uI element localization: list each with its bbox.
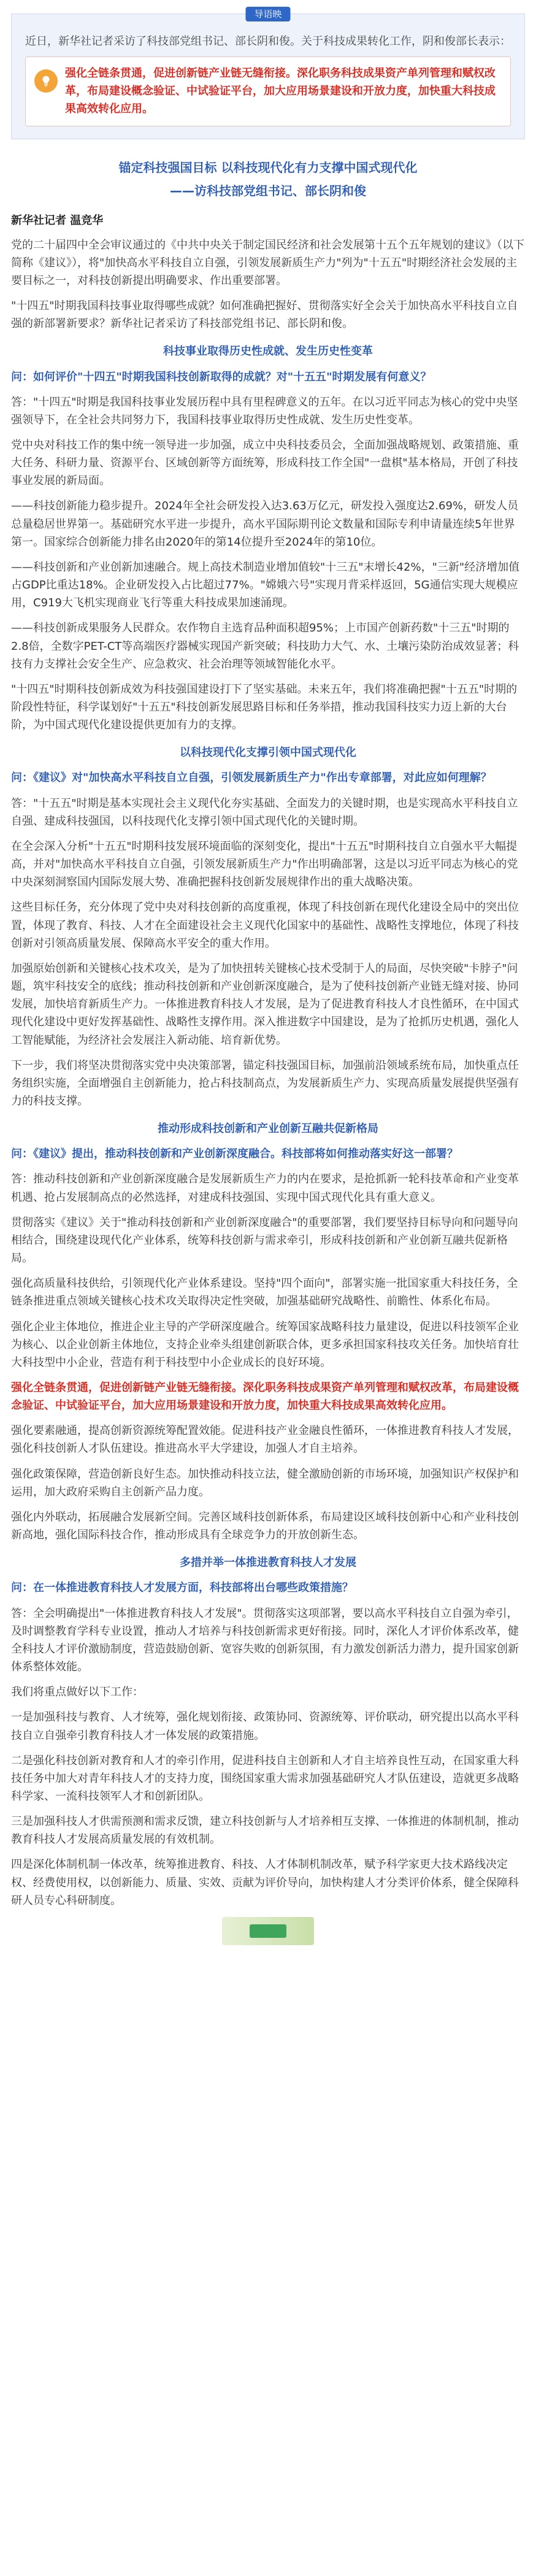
question: 问：《建议》提出，推动科技创新和产业创新深度融合。科技部将如何推动落实好这一部署？ <box>11 1147 458 1161</box>
footer <box>11 1917 525 1945</box>
highlight-paragraph: 强化全链条贯通，促进创新链产业链无缝衔接。深化职务科技成果资产单列管理和赋权改革，布局建设概念验证、中试验证平台，加大应用场景建设和开放力度，加快重大科技成果高效转化应用。 <box>11 1381 519 1413</box>
answer-paragraph: 三是加强科技人才供需预测和需求反馈，建立科技创新与人才培养相互支撑、一体推进的体制机制，推动教育科技人才发展高质量发展的有效机制。 <box>11 1815 519 1846</box>
guide-quote: 强化全链条贯通，促进创新链产业链无缝衔接。深化职务科技成果资产单列管理和赋权改革，布局建设概念验证、中试验证平台，加大应用场景建设和开放力度，加快重大科技成果高效转化应用。 <box>65 67 496 116</box>
answer-paragraph: 答："十五五"时期是基本实现社会主义现代化夯实基础、全面发力的关键时期，也是实现高水平科技自立自强、建成科技强国，以科技现代化支撑引领中国式现代化的关键时期。 <box>11 796 518 828</box>
answer-paragraph: 这些目标任务，充分体现了党中央对科技创新的高度重视，体现了科技创新在现代化建设全局中的突出位置，体现了教育、科技、人才在全面建设社会主义现代化国家中的基础性、战略性支撑地位，体现了科技创新对引领高质量发展、保障高水平安全的重大作用。 <box>11 901 519 950</box>
answer-paragraph: 二是强化科技创新对教育和人才的牵引作用，促进科技自主创新和人才自主培养良性互动，在国家重大科技任务中加大对青年科技人才的支持力度，围绕国家重大需求加强基础研究人才队伍建设，造就更多战略科学家、一流科技领军人才和创新团队。 <box>11 1754 519 1803</box>
answer-paragraph: 强化政策保障，营造创新良好生态。加快推动科技立法，健全激励创新的市场环境，加强知识产权保护和运用，加大政府采购自主创新产品力度。 <box>11 1467 519 1498</box>
answer-paragraph: ——科技创新能力稳步提升。2024年全社会研发投入达3.63万亿元，研发投入强度达2.69%，研发人员总量稳居世界第一。基础研究水平进一步提升，高水平国际期刊论文数量和国际专利申请量连续5年世界第一。国家综合创新能力排名由2020年的第14位提升至2024年的第10位。 <box>11 499 519 549</box>
answer-paragraph: 下一步，我们将坚决贯彻落实党中央决策部署，锚定科技强国目标，加强前沿领域系统布局，加快重点任务组织实施，全面增强自主创新能力，抢占科技制高点，为发展新质生产力、实现高质量发展提供坚强有力的科技支撑。 <box>11 1059 519 1108</box>
article-title: 锚定科技强国目标 以科技现代化有力支撑中国式现代化 <box>118 160 418 175</box>
byline: 新华社记者 温竞华 <box>11 214 104 228</box>
footer-image <box>222 1917 314 1945</box>
answer-paragraph: 四是深化体制机制一体改革，统筹推进教育、科技、人才体制机制改革，赋予科学家更大技术路线决定权、经费使用权，以创新能力、质量、实效、贡献为评价导向，加快构建人才分类评价体系，健全保障科研人员专心科研制度。 <box>11 1858 519 1907</box>
answer-paragraph: 贯彻落实《建议》关于"推动科技创新和产业创新深度融合"的重要部署，我们要坚持目标导向和问题导向相结合，围绕建设现代化产业体系，统筹科技创新与需求牵引，形成科技创新和产业创新互融共促新格局。 <box>11 1216 518 1265</box>
lightbulb-icon <box>34 69 58 93</box>
answer-paragraph: 答：推动科技创新和产业创新深度融合是发展新质生产力的内在要求，是抢抓新一轮科技革命和产业变革机遇、抢占发展制高点的必然选择，对建成科技强国、实现中国式现代化具有重大意义。 <box>11 1173 519 1204</box>
guide-box <box>11 9 525 139</box>
footer-graphic-icon <box>250 1924 286 1938</box>
answer-paragraph: 强化内外联动，拓展融合发展新空间。完善区域科技创新体系，布局建设区域科技创新中心和产业科技创新高地，强化国际科技合作，推动形成具有全球竞争力的开放创新生态。 <box>11 1510 519 1542</box>
answer-paragraph: 强化企业主体地位，推进企业主导的产学研深度融合。统筹国家战略科技力量建设，促进以科技领军企业为核心、以企业创新主体地位，支持企业牵头组建创新联合体，更多承担国家科技攻关任务。加快培育壮大科技型中小企业，营造有利于科技型中小企业成长的良好环境。 <box>11 1320 519 1369</box>
article-subtitle: ——访科技部党组书记、部长阴和俊 <box>170 183 366 199</box>
section-heading: 多措并举一体推进教育科技人才发展 <box>180 1556 356 1570</box>
guide-badge: 导语映 <box>245 7 290 21</box>
section-heading: 推动形成科技创新和产业创新互融共促新格局 <box>158 1122 378 1136</box>
question: 问：如何评价"十四五"时期我国科技创新取得的成就？对"十五五"时期发展有何意义？ <box>11 370 432 384</box>
answer-paragraph: 强化要素融通，提高创新资源统筹配置效能。促进科技产业金融良性循环，一体推进教育科技人才发展，强化科技创新人才队伍建设。推进高水平大学建设，加强人才自主培养。 <box>11 1424 519 1456</box>
section-heading: 以科技现代化支撑引领中国式现代化 <box>180 746 356 760</box>
answer-paragraph: 答："十四五"时期是我国科技事业发展历程中具有里程碑意义的五年。在以习近平同志为核心的党中央坚强领导下，在全社会共同努力下，我国科技事业取得历史性成就、发生历史性变革。 <box>11 395 518 426</box>
guide-intro: 近日，新华社记者采访了科技部党组书记、部长阴和俊。关于科技成果转化工作，阴和俊部长表示： <box>25 35 511 48</box>
answer-paragraph: ——科技创新成果服务人民群众。农作物自主选育品种面积超95%；上市国产创新药数"十三五"时期的2.8倍，全数字PET-CT等高端医疗器械实现国产新突破；科技助力大气、水、土壤污染防治成效显著；科技有力支撑社会安全生产、应急救灾、社会治理等领域智能化水平。 <box>11 622 519 671</box>
answer-paragraph: 一是加强科技与教育、人才统筹，强化规划衔接、政策协同、资源统筹、评价联动，研究提出以高水平科技自立自强牵引教育科技人才一体发展的政策措施。 <box>11 1711 519 1742</box>
answer-paragraph: 强化高质量科技供给，引领现代化产业体系建设。坚持"四个面向"，部署实施一批国家重大科技任务，全链条推进重点领域关键核心技术攻关取得决定性突破，加强基础研究战略性、前瞻性、体系化布局。 <box>11 1277 518 1308</box>
article-page <box>0 9 536 2576</box>
answer-paragraph: 加强原始创新和关键核心技术攻关，是为了加快扭转关键核心技术受制于人的局面，尽快突破"卡脖子"问题，筑牢科技安全的底线；推动科技创新和产业创新深度融合，是为了使科技创新产业链无缝对接、协同发展，加快培育新质生产力。一体推进教育科技人才发展，是为了促进教育科技人才良性循环，在中国式现代化建设中更好发挥基础性、战略性支撑作用。深入推进数字中国建设，是为了抢抓历史机遇，强化人工智能赋能，为经济社会发展注入新动能、培育新优势。 <box>11 962 519 1047</box>
intro-paragraph: 党的二十届四中全会审议通过的《中共中央关于制定国民经济和社会发展第十五个五年规划的建议》（以下简称《建议》），将"加快高水平科技自立自强，引领发展新质生产力"列为"十五五"时期经济社会发展的主要目标之一，对科技创新提出明确要求、作出重要部署。 <box>11 238 524 287</box>
guide-quote-box <box>25 56 511 126</box>
intro-paragraph: "十四五"时期我国科技事业取得哪些成就？如何准确把握好、贯彻落实好全会关于加快高水平科技自立自强的新部署新要求？新华社记者采访了科技部党组书记、部长阴和俊。 <box>11 299 518 331</box>
question: 问：《建议》对"加快高水平科技自立自强，引领发展新质生产力"作出专章部署，对此应如何理解？ <box>11 771 492 785</box>
answer-paragraph: ——科技创新和产业创新加速融合。规上高技术制造业增加值较"十三五"末增长42%，"三新"经济增加值占GDP比重达18%。企业研发投入占比超过77%。"嫦娥六号"实现月背采样返回，5G通信实现大规模应用，C919大飞机实现商业飞行等重大科技成果加速涌现。 <box>11 560 520 610</box>
answer-paragraph: 我们将重点做好以下工作： <box>11 1686 144 1699</box>
answer-paragraph: 党中央对科技工作的集中统一领导进一步加强，成立中央科技委员会，全面加强战略规划、政策措施、重大任务、科研力量、资源平台、区域创新等方面统筹，形成科技工作全国"一盘棋"基本格局，开创了科技事业发展的新局面。 <box>11 438 519 488</box>
answer-paragraph: 答：全会明确提出"一体推进教育科技人才发展"。贯彻落实这项部署，要以高水平科技自立自强为牵引，及时调整教育学科专业设置，推动人才培养与科技创新需求更好衔接。同时，深化人才评价体系改革，健全科技人才评价激励制度，营造鼓励创新、宽容失败的创新氛围，有力激发创新活力潜力，提升国家创新体系整体效能。 <box>11 1606 519 1674</box>
answer-paragraph: 在全会深入分析"十五五"时期科技发展环境面临的深刻变化，提出"十五五"时期科技自立自强水平大幅提高，并对"加快高水平科技自立自强，引领发展新质生产力"作出明确部署，这是以习近平同志为核心的党中央深刻洞察国内国际发展大势、准确把握科技创新发展规律作出的重大战略决策。 <box>11 839 518 889</box>
answer-paragraph: "十四五"时期科技创新成效为科技强国建设打下了坚实基础。未来五年，我们将准确把握"十五五"时期的阶段性特征，科学谋划好"十五五"科技创新发展思路目标和任务举措，推动我国科技实力迈上新的大台阶，为中国式现代化建设提供更加有力的支撑。 <box>11 682 518 732</box>
section-heading: 科技事业取得历史性成就、发生历史性变革 <box>163 345 373 358</box>
question: 问：在一体推进教育科技人才发展方面，科技部将出台哪些政策措施？ <box>11 1581 353 1595</box>
